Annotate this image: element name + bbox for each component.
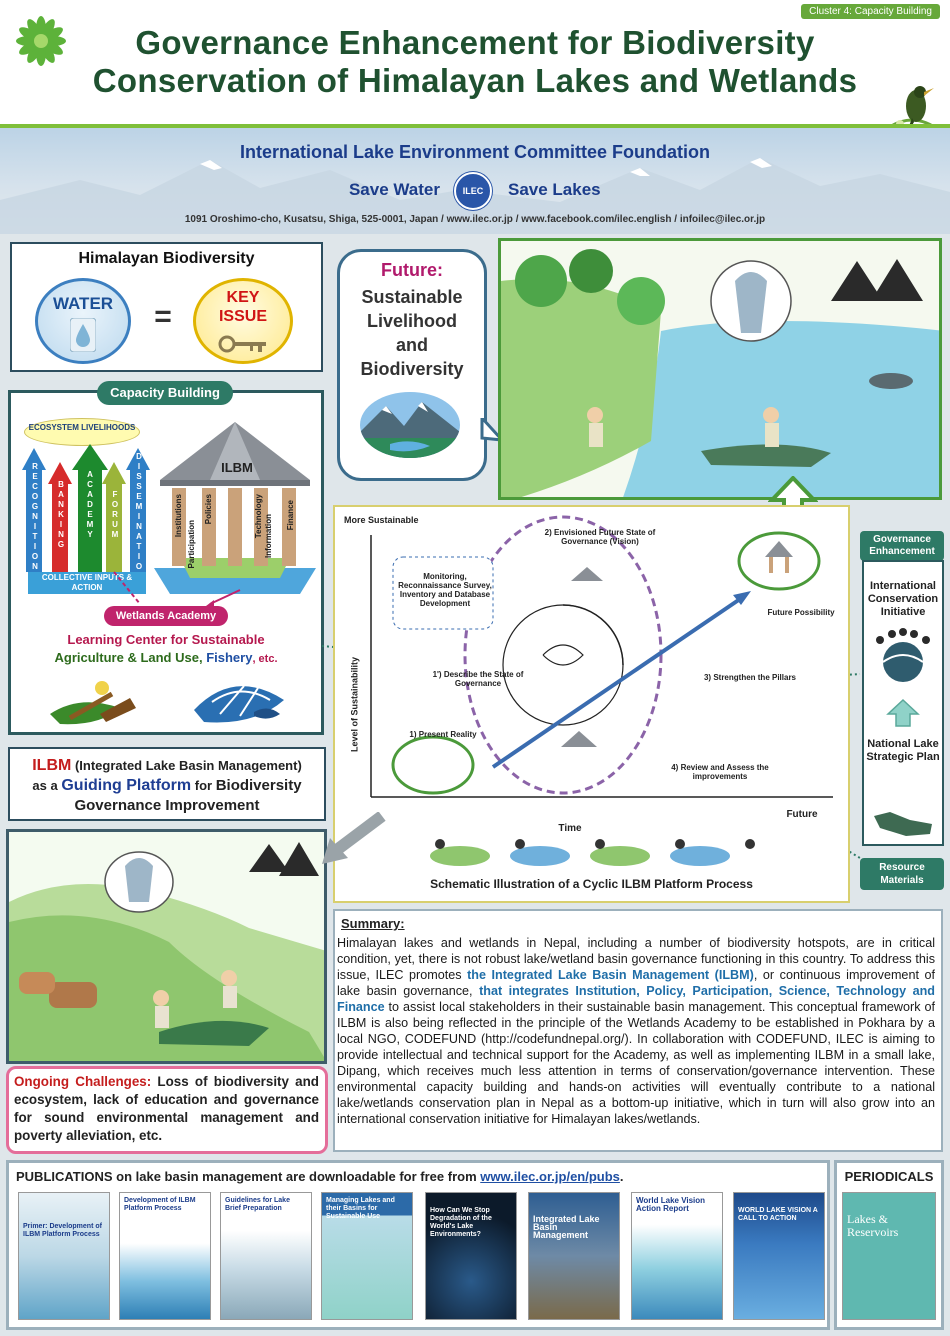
schematic-future-possibility: Future Possibility: [767, 608, 835, 617]
schematic-y-top: More Sustainable: [344, 515, 419, 525]
down-left-arrow-icon: [318, 812, 388, 868]
fishery-icon: [184, 672, 294, 730]
publications-link[interactable]: www.ilec.or.jp/en/pubs: [480, 1169, 620, 1184]
himalayan-biodiversity-title: Himalayan Biodiversity: [78, 250, 255, 267]
learning-center-line1: Learning Center for Sustainable: [67, 632, 265, 647]
column-policies: Policies: [204, 494, 213, 525]
capacity-building-label: Capacity Building: [97, 381, 233, 405]
summary-body: Himalayan lakes and wetlands in Nepal, including a number of biodiversity hotspots, are in critical condition, yet, there is not robust lake/wetland basin governance functioning in this country. To address this issue, ILEC promotes the Integrated Lake Basin Management (ILBM), or continuous improvement of lake basin governance, that integrates Institution, Policy, Participation, Science, Technology and Finance to assist local stakeholders in their sustainable basin management. This conceptual framework of ILBM is also being reflected in the principle of the Wetlands Academy to be established in Pokhara by a local NGO, CODEFUND (http://codefundnepal.org/). In collaboration with CODEFUND, ILEC is aiming to provide intellectual and technical support for the Academy, as well as implementing ILBM in a small lake, Dipang, which receives much less attention in terms of conservation/governance intervention. These environmental capacity building and hands-on activities will eventually contribute to a national lake/wetlands conservation plan in Nepal as a bottom-up initiative, which in turn will also grow into an international conservation initiative for Himalayan lakes/wetlands.: [337, 936, 936, 1126]
organization-name: International Lake Environment Committee Foundation: [239, 142, 711, 162]
schematic-step2: 2) Envisioned Future State of Governance (Vision): [544, 528, 656, 546]
pillar-forum: F O R U M: [111, 490, 119, 539]
summary-heading: Summary:: [341, 916, 405, 931]
key-icon: [218, 334, 270, 354]
ilec-logo: ILEC: [454, 172, 492, 210]
academy-arrows: [100, 570, 250, 610]
column-information: Information: [264, 514, 273, 558]
book-cover[interactable]: Primer: Development of ILBM Platform Process: [18, 1192, 110, 1320]
schematic-x-axis: Time: [558, 823, 582, 834]
present-reality-illustration: [6, 829, 327, 1064]
agriculture-icon: [40, 674, 150, 730]
pillar-recognition: R E C O G N I T I O N: [31, 462, 39, 571]
water-label: WATER: [52, 294, 114, 313]
pillar-dissemination: D I S S E M I N A T I O: [135, 452, 143, 571]
key-issue-label: KEY ISSUE: [218, 289, 267, 325]
slogan-save-lakes: Save Lakes: [508, 180, 601, 199]
schematic-step1: 1) Present Reality: [409, 730, 477, 739]
timeline-figures: [420, 834, 780, 870]
mountain-lake-photo: [360, 392, 460, 458]
ecosystem-livelihoods-oval: ECOSYSTEM LIVELIHOODS: [24, 418, 140, 446]
column-finance: Finance: [286, 500, 295, 531]
column-institutions: Institutions: [174, 494, 183, 538]
page-title: Governance Enhancement for Biodiversity Conservation of Himalayan Lakes and Wetlands: [92, 24, 858, 99]
up-arrow-small-icon: [886, 698, 920, 728]
equals-sign: =: [154, 300, 172, 333]
governance-enhancement-label: Governance Enhancement: [860, 531, 944, 561]
guiding-platform-text: ILBM (Integrated Lake Basin Management) as a Guiding Platform for Biodiversity Governance Improvement: [32, 757, 302, 814]
publications-title: PUBLICATIONS on lake basin management are downloadable for free from www.ilec.or.jp/en/pubs.: [16, 1169, 624, 1184]
column-technology: Technology: [254, 494, 263, 539]
wetlands-academy-badge: Wetlands Academy: [104, 606, 228, 626]
future-body: Sustainable Livelihood and Biodiversity: [360, 287, 464, 379]
schematic-step4: 4) Review and Assess the improvements: [671, 763, 769, 781]
globe-people-icon: [872, 628, 934, 686]
schematic-monitoring: Monitoring, Reconnaissance Survey, Inventory and Database Development: [398, 572, 492, 608]
national-plan: National Lake Strategic Plan: [866, 738, 940, 763]
schematic-step1-prime: 1') Describe the State of Governance: [432, 670, 524, 688]
pillar-academy: A C A D E M Y: [86, 470, 94, 539]
learning-center-line2: Agriculture & Land Use, Fishery, etc.: [54, 650, 278, 665]
pillar-banking: B A N K I N G: [57, 480, 65, 549]
address-line: 1091 Oroshimo-cho, Kusatsu, Shiga, 525-0001, Japan / www.ilec.or.jp / www.facebook.com/ilec.english / infoilec@ilec.or.jp: [184, 214, 766, 225]
book-cover[interactable]: Managing Lakes and their Basins for Sustainable Use: [321, 1192, 413, 1320]
schematic-step3: 3) Strengthen the Pillars: [703, 673, 797, 682]
schematic-future: Future: [786, 809, 818, 820]
cluster-tag: Cluster 4: Capacity Building: [801, 4, 940, 19]
slogan-save-water: Save Water: [348, 180, 440, 199]
periodical-cover[interactable]: Lakes & Reservoirs: [842, 1192, 936, 1320]
collective-inputs-bar: COLLECTIVE INPUTS & ACTION: [28, 572, 146, 594]
nepal-map-icon: [870, 806, 936, 840]
future-sustainable-scene: [501, 241, 942, 500]
book-cover[interactable]: World Lake Vision Action Report: [631, 1192, 723, 1320]
water-drop-icon: [70, 318, 96, 352]
book-cover[interactable]: How Can We Stop Degradation of the World's Lake Environments?: [425, 1192, 517, 1320]
schematic-y-axis: Level of Sustainability: [349, 656, 360, 753]
column-participation: Participation: [187, 520, 196, 569]
challenges-text: Ongoing Challenges: Loss of biodiversity and ecosystem, lack of education and governance for sound environmental management and poverty alleviation, etc.: [14, 1074, 319, 1143]
book-cover[interactable]: WORLD LAKE VISION A CALL TO ACTION: [733, 1192, 825, 1320]
present-reality-scene: [9, 832, 327, 1064]
book-cover[interactable]: Integrated Lake Basin Management: [528, 1192, 620, 1320]
future-title: Future:: [381, 260, 443, 280]
periodicals-title: PERIODICALS: [844, 1169, 934, 1184]
schematic-caption: Schematic Illustration of a Cyclic ILBM Platform Process: [430, 877, 753, 891]
book-cover[interactable]: Guidelines for Lake Brief Preparation: [220, 1192, 312, 1320]
mountain-lake-image: [360, 392, 460, 458]
international-initiative: International Conservation Initiative: [867, 580, 939, 618]
book-cover[interactable]: Development of ILBM Platform Process: [119, 1192, 211, 1320]
ilbm-roof-label: ILBM: [221, 460, 253, 475]
resource-materials-label: Resource Materials: [860, 858, 944, 890]
future-sustainable-illustration: [498, 238, 942, 500]
